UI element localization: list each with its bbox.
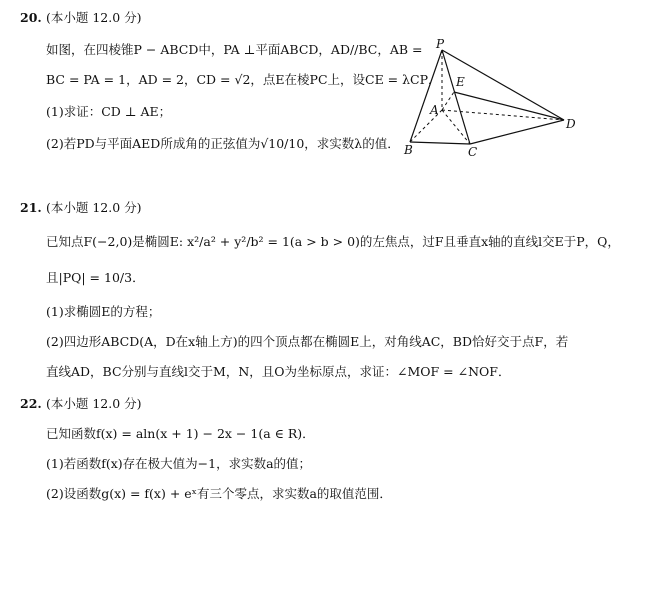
q20-line-4: (2)若PD与平面AED所成角的正弦值为√10/10，求实数λ的值． — [46, 136, 400, 151]
q21-header: (本小题 12.0 分) — [46, 200, 142, 215]
q21-line-2: 且|PQ| = 10/3． — [46, 270, 145, 285]
q21-line-1: 已知点F(−2,0)是椭圆E: x²/a² + y²/b² = 1(a > b > 0)的左焦点，过F且垂直x轴的直线l交E于P，Q， — [46, 234, 620, 249]
pyramid-figure — [398, 36, 588, 160]
label-B: B — [404, 143, 413, 157]
q22-header: (本小题 12.0 分) — [46, 396, 142, 411]
q22-number: 22. — [20, 396, 42, 411]
q21-line-5: 直线AD，BC分别与直线l交于M，N，且O为坐标原点，求证：∠MOF = ∠NOF． — [46, 364, 511, 379]
q22-line-2: (1)若函数f(x)存在极大值为−1，求实数a的值； — [46, 456, 312, 471]
q20-line-3: (1)求证：CD ⊥ AE； — [46, 104, 172, 119]
q22-line-3: (2)设函数g(x) = f(x) + eˣ有三个零点，求实数a的取值范围． — [46, 486, 392, 501]
label-C: C — [468, 145, 478, 159]
q20-number: 20. — [20, 10, 42, 25]
label-E: E — [456, 75, 465, 89]
q21-line-3: (1)求椭圆E的方程； — [46, 304, 161, 319]
label-A: A — [430, 103, 439, 117]
q21-line-4: (2)四边形ABCD(A，D在x轴上方)的四个顶点都在椭圆E上，对角线AC，BD恰好交于点F，若 — [46, 334, 569, 349]
q20-header: (本小题 12.0 分) — [46, 10, 142, 25]
q22-line-1: 已知函数f(x) = aln(x + 1) − 2x − 1(a ∈ R)． — [46, 426, 315, 441]
q20-line-2: BC = PA = 1，AD = 2，CD = √2，点E在棱PC上，设CE = λCP． — [46, 72, 441, 87]
label-D: D — [566, 117, 576, 131]
q21-number: 21. — [20, 200, 42, 215]
q20-line-1: 如图，在四棱锥P − ABCD中，PA ⊥平面ABCD，AD//BC，AB = — [46, 42, 423, 57]
label-P: P — [436, 37, 445, 51]
